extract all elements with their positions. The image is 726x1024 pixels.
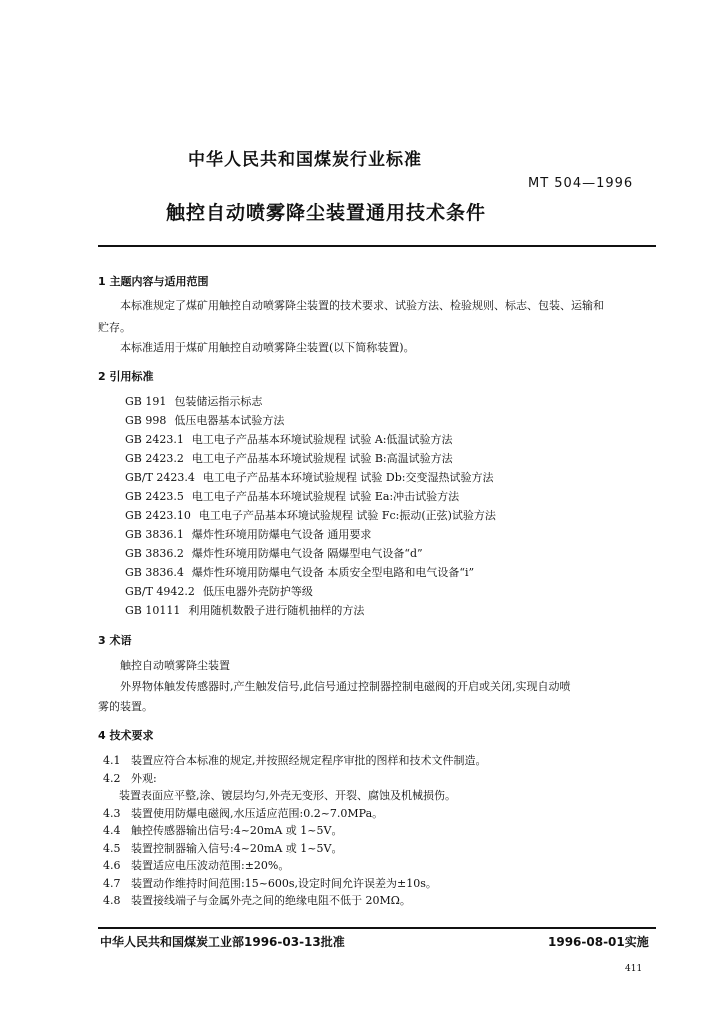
reference-item: GB 10111 利用随机数骰子进行随机抽样的方法: [125, 604, 365, 617]
reference-item: GB 3836.2 爆炸性环境用防爆电气设备 隔爆型电气设备“d”: [125, 547, 423, 560]
requirement-item: 4.2 外观:: [103, 771, 157, 785]
section-4-heading: 4 技术要求: [98, 729, 154, 742]
reference-item: GB 191 包装储运指示标志: [125, 395, 263, 408]
approval-info: 中华人民共和国煤炭工业部1996-03-13批准: [100, 935, 345, 949]
requirement-item: 4.7 装置动作维持时间范围:15~600s,设定时间允许误差为±10s。: [103, 876, 437, 890]
reference-item: GB 3836.4 爆炸性环境用防爆电气设备 本质安全型电路和电气设备“i”: [125, 566, 475, 579]
reference-list: [125, 392, 496, 620]
section-3-heading: 3 术语: [98, 634, 132, 647]
term-definition-cont: 雾的装置。: [98, 700, 153, 713]
standard-category: 中华人民共和国煤炭行业标准: [188, 150, 422, 170]
term-definition: 外界物体触发传感器时,产生触发信号,此信号通过控制器控制电磁阀的开启或关闭,实现自动喷: [120, 680, 571, 693]
requirement-item: 4.5 装置控制器输入信号:4~20mA 或 1~5V。: [103, 841, 343, 855]
page-number: 411: [625, 964, 643, 974]
term-name: 触控自动喷雾降尘装置: [120, 659, 230, 672]
reference-item: GB 2423.10 电工电子产品基本环境试验规程 试验 Fc:振动(正弦)试验方法: [125, 509, 496, 522]
header-divider: [98, 245, 656, 247]
reference-item: GB/T 2423.4 电工电子产品基本环境试验规程 试验 Db:交变湿热试验方法: [125, 471, 494, 484]
requirement-item: 4.1 装置应符合本标准的规定,并按照经规定程序审批的图样和技术文件制造。: [103, 754, 487, 767]
section-1-heading: 1 主题内容与适用范围: [98, 275, 209, 288]
reference-item: GB 2423.1 电工电子产品基本环境试验规程 试验 A:低温试验方法: [125, 433, 453, 446]
section-1-paragraph-1-cont: 贮存。: [98, 321, 131, 334]
reference-item: GB/T 4942.2 低压电器外壳防护等级: [125, 585, 313, 598]
document-title: 触控自动喷雾降尘装置通用技术条件: [166, 202, 487, 224]
implementation-date: 1996-08-01实施: [548, 935, 649, 949]
reference-item: GB 3836.1 爆炸性环境用防爆电气设备 通用要求: [125, 528, 372, 541]
requirement-item: 4.6 装置适应电压波动范围:±20%。: [103, 859, 290, 872]
reference-item: GB 998 低压电器基本试验方法: [125, 414, 285, 427]
requirements-list: [103, 752, 487, 910]
requirement-item: 4.4 触控传感器输出信号:4~20mA 或 1~5V。: [103, 824, 343, 837]
section-1-paragraph-2: 本标准适用于煤矿用触控自动喷雾降尘装置(以下简称装置)。: [120, 341, 415, 354]
requirement-item: 装置表面应平整,涂、镀层均匀,外壳无变形、开裂、腐蚀及机械损伤。: [119, 789, 456, 802]
reference-item: GB 2423.5 电工电子产品基本环境试验规程 试验 Ea:冲击试验方法: [125, 490, 460, 503]
standard-code: MT 504—1996: [528, 176, 634, 191]
footer-divider: [98, 927, 656, 929]
requirement-item: 4.8 装置接线端子与金属外壳之间的绝缘电阻不低于 20MΩ。: [103, 894, 411, 907]
reference-item: GB 2423.2 电工电子产品基本环境试验规程 试验 B:高温试验方法: [125, 452, 453, 465]
section-1-paragraph-1: 本标准规定了煤矿用触控自动喷雾降尘装置的技术要求、试验方法、检验规则、标志、包装、运输和: [120, 299, 604, 312]
section-2-heading: 2 引用标准: [98, 370, 154, 383]
requirement-item: 4.3 装置使用防爆电磁阀,水压适应范围:0.2~7.0MPa。: [103, 806, 384, 820]
